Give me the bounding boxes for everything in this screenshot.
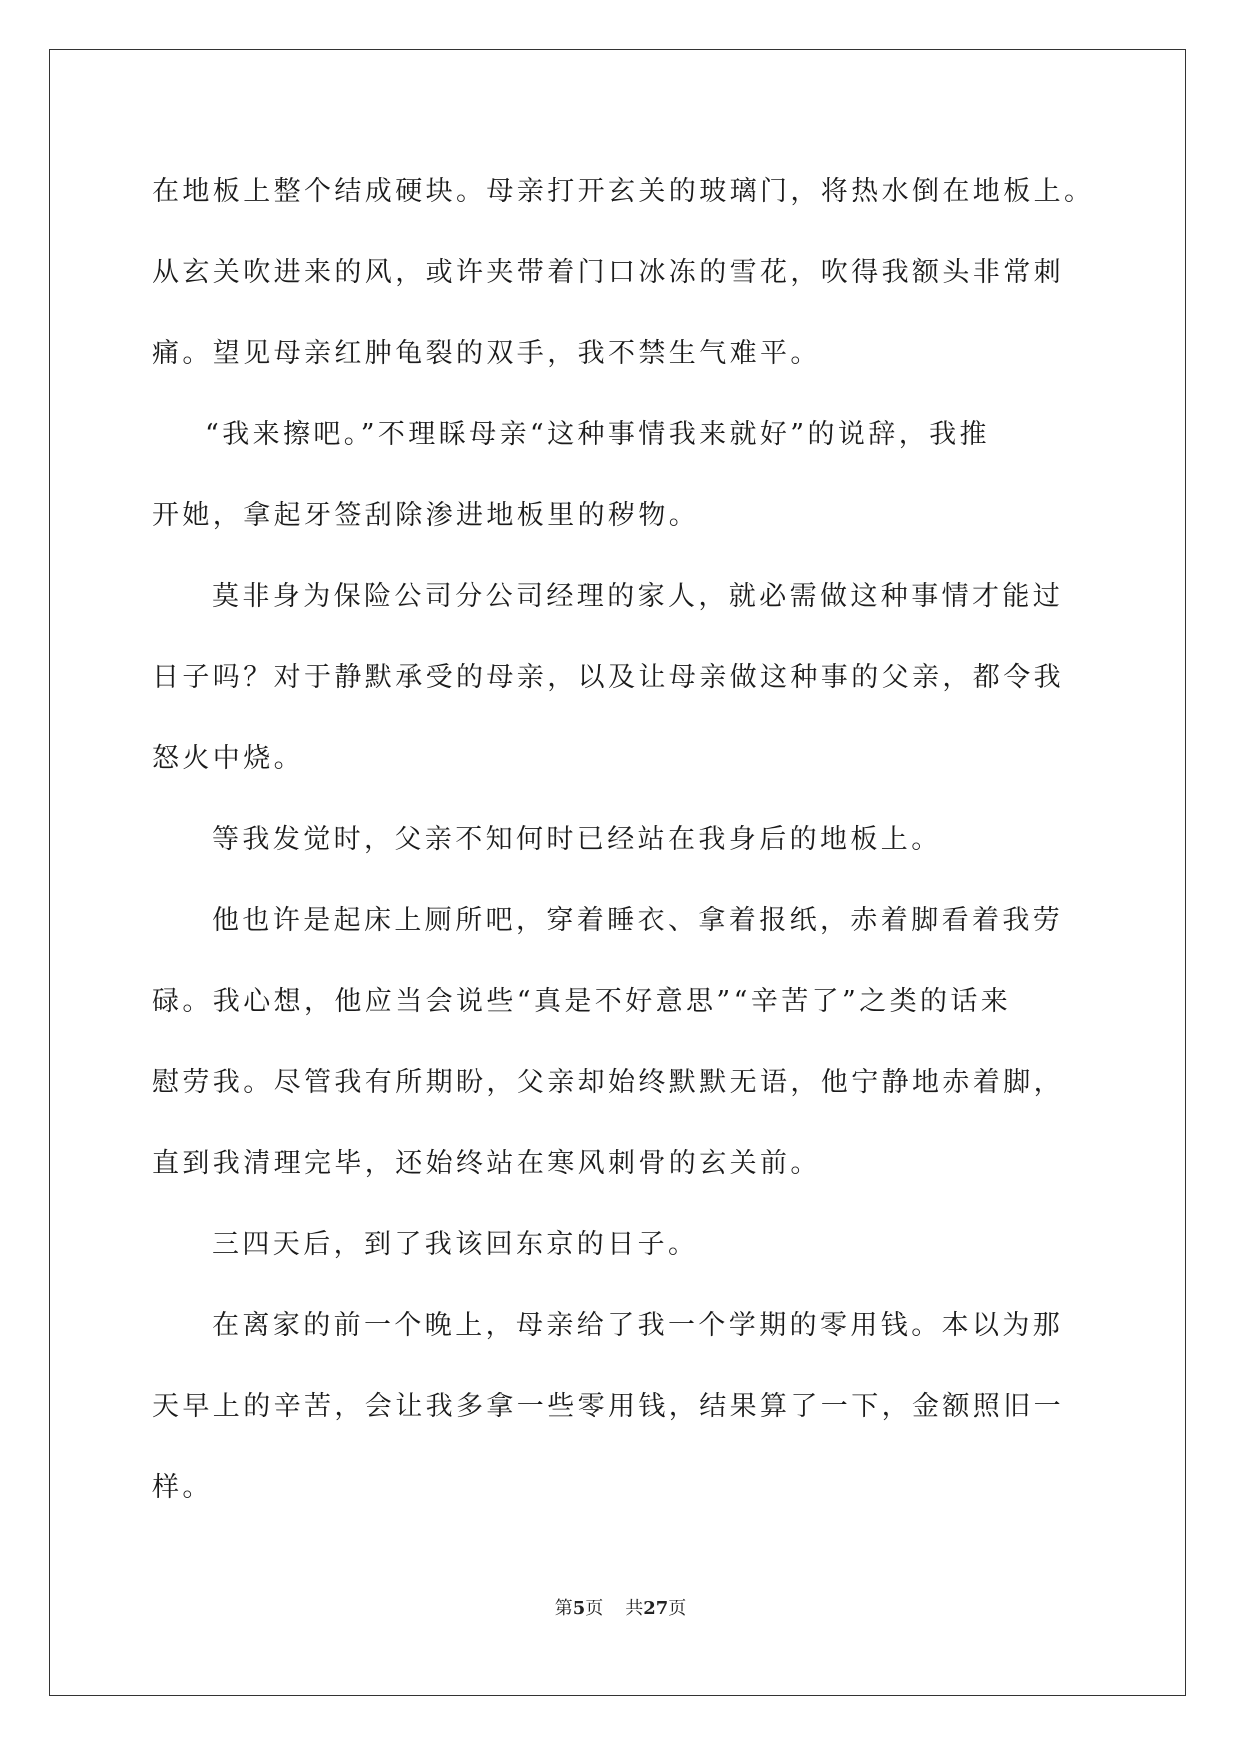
total-pages: 27 bbox=[643, 1598, 669, 1619]
page-suffix: 页 bbox=[585, 1598, 604, 1619]
text-line: 直到我清理完毕，还始终站在寒风刺骨的玄关前。 bbox=[152, 1148, 821, 1179]
text-line: 慰劳我。尽管我有所期盼，父亲却始终默默无语，他宁静地赤着脚， bbox=[152, 1067, 1064, 1098]
text-line: 从玄关吹进来的风，或许夹带着门口冰冻的雪花，吹得我额头非常刺 bbox=[152, 257, 1064, 288]
paragraph-first-line: 等我发觉时，父亲不知何时已经站在我身后的地板上。 bbox=[212, 824, 942, 855]
paragraph-first-line: 在离家的前一个晚上，母亲给了我一个学期的零用钱。本以为那 bbox=[212, 1310, 1064, 1341]
text-line: 开她，拿起牙签刮除渗进地板里的秽物。 bbox=[152, 500, 700, 531]
text-line: 样。 bbox=[152, 1472, 213, 1503]
page-number: 5 bbox=[572, 1598, 586, 1619]
page-prefix: 第 bbox=[554, 1598, 573, 1619]
total-suffix: 页 bbox=[668, 1598, 687, 1619]
paragraph-first-line: “我来擦吧。”不理睬母亲“这种事情我来就好”的说辞，我推 bbox=[205, 419, 990, 450]
page-footer bbox=[0, 1598, 1241, 1620]
text-line: 怒火中烧。 bbox=[152, 743, 304, 774]
text-line: 在地板上整个结成硬块。母亲打开玄关的玻璃门，将热水倒在地板上。 bbox=[152, 176, 1095, 207]
total-prefix: 共 bbox=[625, 1598, 644, 1619]
paragraph-first-line: 他也许是起床上厕所吧，穿着睡衣、拿着报纸，赤着脚看着我劳 bbox=[212, 905, 1064, 936]
text-line: 痛。望见母亲红肿龟裂的双手，我不禁生气难平。 bbox=[152, 338, 821, 369]
text-line: 天早上的辛苦，会让我多拿一些零用钱，结果算了一下，金额照旧一 bbox=[152, 1391, 1064, 1422]
text-line: 碌。我心想，他应当会说些“真是不好意思”“辛苦了”之类的话来 bbox=[152, 986, 1012, 1017]
page-border bbox=[49, 49, 1186, 1696]
paragraph-first-line: 莫非身为保险公司分公司经理的家人，就必需做这种事情才能过 bbox=[212, 581, 1064, 612]
paragraph-first-line: 三四天后，到了我该回东京的日子。 bbox=[212, 1229, 699, 1260]
text-line: 日子吗？对于静默承受的母亲，以及让母亲做这种事的父亲，都令我 bbox=[152, 662, 1064, 693]
